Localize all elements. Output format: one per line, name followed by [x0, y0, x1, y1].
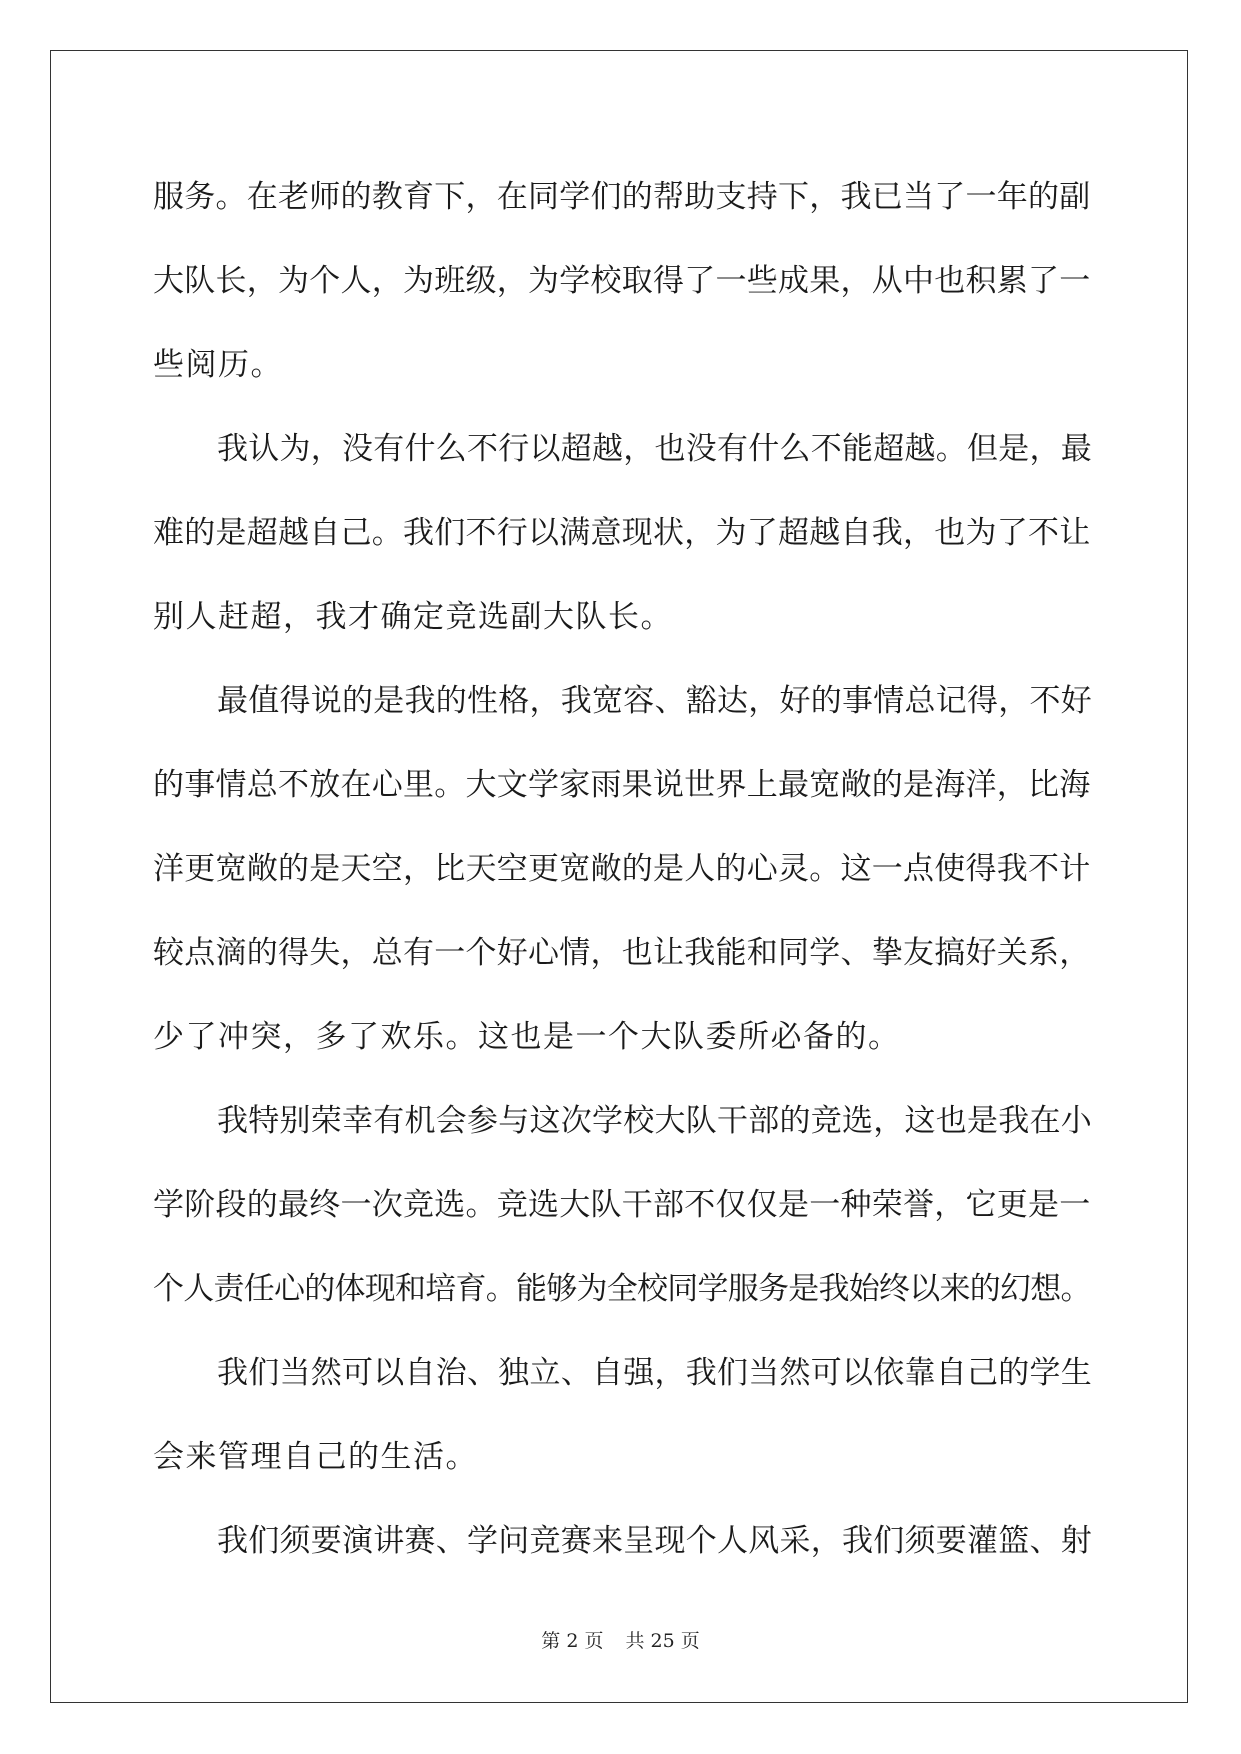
paragraph-first-line: 我认为，没有什么不行以超越，也没有什么不能超越。但是，最: [217, 431, 1092, 467]
text-line: 较点滴的得失，总有一个好心情，也让我能和同学、挚友搞好关系，: [153, 935, 1091, 971]
document-body: [153, 155, 1093, 1583]
text-line: 少了冲突，多了欢乐。这也是一个大队委所必备的。: [153, 1019, 901, 1055]
text-line: 服务。在老师的教育下，在同学们的帮助支持下，我已当了一年的副: [153, 179, 1091, 215]
page-number: 第 2 页: [541, 1630, 604, 1652]
text-line: 别人赶超，我才确定竞选副大队长。: [153, 599, 673, 635]
paragraph-first-line: 我们当然可以自治、独立、自强，我们当然可以依靠自己的学生: [217, 1355, 1092, 1391]
text-line: 个人责任心的体现和培育。能够为全校同学服务是我始终以来的幻想。: [153, 1271, 1091, 1307]
text-line: 大队长，为个人，为班级，为学校取得了一些成果，从中也积累了一: [153, 263, 1091, 299]
page-total: 共 25 页: [625, 1630, 700, 1652]
text-line: 些阅历。: [153, 347, 283, 383]
text-line: 洋更宽敞的是天空，比天空更宽敞的是人的心灵。这一点使得我不计: [153, 851, 1091, 887]
text-line: 的事情总不放在心里。大文学家雨果说世界上最宽敞的是海洋，比海: [153, 767, 1091, 803]
text-line: 会来管理自己的生活。: [153, 1439, 478, 1475]
text-line: 难的是超越自己。我们不行以满意现状，为了超越自我，也为了不让: [153, 515, 1091, 551]
paragraph-first-line: 我特别荣幸有机会参与这次学校大队干部的竞选，这也是我在小: [217, 1103, 1092, 1139]
paragraph-first-line: 我们须要演讲赛、学问竞赛来呈现个人风采，我们须要灌篮、射: [217, 1523, 1092, 1559]
page-footer: [0, 1626, 1241, 1653]
paragraph-first-line: 最值得说的是我的性格，我宽容、豁达，好的事情总记得，不好: [217, 683, 1092, 719]
text-line: 学阶段的最终一次竞选。竞选大队干部不仅仅是一种荣誉，它更是一: [153, 1187, 1091, 1223]
